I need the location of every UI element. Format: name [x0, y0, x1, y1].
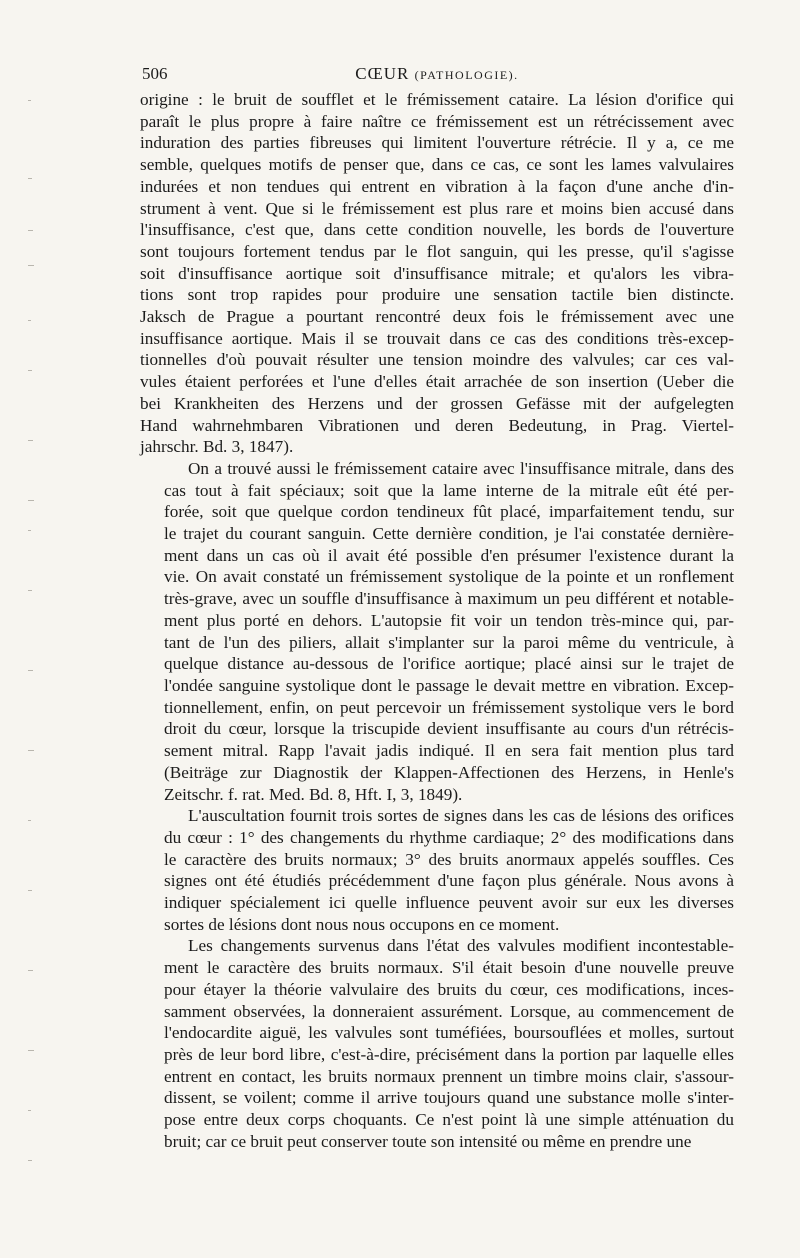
- text-line: sortes de lésions dont nous nous occupons en ce moment.: [164, 914, 560, 934]
- text-line: vules étaient perforées et l'une d'elles était arrachée de son insertion (Ueber die: [140, 372, 734, 392]
- text-line: induration des parties fibreuses qui limitent l'ouverture rétrécie. Il y a, ce me: [140, 133, 734, 153]
- paragraph: [140, 458, 734, 805]
- text-line: (Beiträge zur Diagnostik der Klappen-Affectionen des Herzens, in Henle's: [164, 762, 734, 782]
- margin-mark: [28, 230, 33, 231]
- text-line: l'endocardite aiguë, les valvules sont tuméfiées, boursouflées et molles, surtout: [164, 1023, 734, 1043]
- margin-mark: [28, 100, 31, 101]
- text-line: indiquer spécialement ici quelle influence peuvent avoir sur eux les diverses: [164, 893, 734, 913]
- text-line: Hand wahrnehmbaren Vibrationen und deren Bedeutung, in Prag. Viertel-: [140, 415, 734, 435]
- text-line: très-grave, avec un souffle d'insuffisance à maximum un peu différent et notable-: [164, 589, 734, 609]
- text-line: On a trouvé aussi le frémissement cataire avec l'insuffisance mitrale, dans des: [188, 458, 734, 478]
- text-line: strument à vent. Que si le frémissement est plus rare et moins bien accusé dans: [140, 198, 734, 218]
- page-header: [142, 64, 732, 88]
- text-line: ment plus porté en dehors. L'autopsie fit voir un tendon très-mince qui, par-: [164, 610, 734, 630]
- text-line: origine : le bruit de soufflet et le frémissement cataire. La lésion d'orifice qui: [140, 90, 734, 109]
- text-line: indurées et non tendues qui entrent en vibration à la façon d'une anche d'in-: [140, 176, 734, 196]
- text-line: paraît le plus propre à faire naître ce frémissement est un rétrécissement avec: [140, 111, 734, 131]
- text-line: Les changements survenus dans l'état des valvules modifient incontestable-: [188, 936, 734, 956]
- text-line: tionnelles d'où pouvait résulter une tension moindre des valvules; car ces val-: [140, 350, 734, 370]
- text-line: forée, soit que quelque cordon tendineux fût placé, imparfaitement tendu, sur: [164, 502, 734, 522]
- margin-mark: [28, 890, 32, 891]
- text-line: signes ont été étudiés précédemment d'une façon plus générale. Nous avons à: [164, 871, 734, 891]
- text-line: sement mitral. Rapp l'avait jadis indiqué. Il en sera fait mention plus tard: [164, 741, 734, 761]
- text-line: le trajet du courant sanguin. Cette dernière condition, je l'ai constatée dernière-: [164, 524, 734, 544]
- text-line: du cœur : 1° des changements du rhythme cardiaque; 2° des modifications dans: [164, 827, 734, 847]
- text-line: jahrschr. Bd. 3, 1847).: [140, 437, 294, 457]
- text-line: le caractère des bruits normaux; 3° des bruits anormaux appelés souffles. Ces: [164, 849, 734, 869]
- text-line: sont toujours fortement tendus par le flot sanguin, qui les presse, qu'il s'agisse: [140, 241, 734, 261]
- text-line: tions sont trop rapides pour produire une sensation tactile bien distincte.: [140, 285, 734, 305]
- margin-mark: [28, 320, 31, 321]
- text-line: l'ondée sanguine systolique dont le passage le devait mettre en vibration. Excep-: [164, 675, 734, 695]
- paragraph: [140, 935, 734, 1152]
- body-text: [140, 89, 734, 1152]
- text-line: tionnellement, enfin, on peut percevoir un frémissement systolique vers le bord: [164, 697, 734, 717]
- text-line: ment dans un cas où il avait été possible d'en présumer l'existence durant la: [164, 545, 734, 565]
- text-line: L'auscultation fournit trois sortes de signes dans les cas de lésions des orifices: [188, 806, 734, 826]
- margin-mark: [28, 265, 34, 266]
- page-number: 506: [142, 64, 168, 83]
- text-line: bruit; car ce bruit peut conserver toute son intensité ou même en prendre une: [164, 1131, 692, 1151]
- text-line: semble, quelques motifs de penser que, dans ce cas, ce sont les lames valvulaires: [140, 155, 734, 175]
- margin-mark: [28, 1160, 32, 1161]
- margin-mark: [28, 590, 32, 591]
- text-line: l'insuffisance, c'est que, dans cette condition nouvelle, les bords de l'ouverture: [140, 220, 734, 240]
- text-line: insuffisance aortique. Mais il se trouvait dans ce cas des conditions très-excep-: [140, 328, 734, 348]
- margin-mark: [28, 970, 33, 971]
- text-line: vie. On avait constaté un frémissement systolique de la pointe et un ronflement: [164, 567, 734, 587]
- text-line: Jaksch de Prague a pourtant rencontré deux fois le frémissement avec une: [140, 307, 734, 327]
- text-line: dissent, se voilent; comme il arrive toujours quand une substance molle s'inter-: [164, 1088, 734, 1108]
- text-line: ment le caractère des bruits normaux. S'il était besoin d'une nouvelle preuve: [164, 958, 734, 978]
- margin-mark: [28, 1050, 34, 1051]
- margin-artifacts: [28, 60, 38, 1210]
- text-line: bei Krankheiten des Herzens und der grossen Gefässe mit der aufgelegten: [140, 393, 734, 413]
- margin-mark: [28, 370, 32, 371]
- running-head: [142, 64, 732, 84]
- text-line: pose entre deux corps choquants. Ce n'est point là une simple atténuation du: [164, 1110, 734, 1130]
- text-line: cas tout à fait spéciaux; soit que la lame interne de la mitrale eût été per-: [164, 480, 734, 500]
- text-line: droit du cœur, lorsque la triscupide devient insuffisante au cours d'un rétrécis-: [164, 719, 734, 739]
- running-head-subtitle: (PATHOLOGIE).: [414, 68, 519, 82]
- margin-mark: [28, 530, 31, 531]
- paragraph: [140, 89, 734, 458]
- running-head-title: CŒUR: [355, 64, 410, 83]
- margin-mark: [28, 440, 33, 441]
- text-line: entrent en contact, les bruits normaux prennent un timbre moins clair, s'assour-: [164, 1066, 734, 1086]
- text-line: près de leur bord libre, c'est-à-dire, précisément dans la portion par laquelle elles: [164, 1044, 734, 1064]
- text-line: quelque distance au-dessous de l'orifice aortique; placé ainsi sur le trajet de: [164, 654, 734, 674]
- margin-mark: [28, 500, 34, 501]
- margin-mark: [28, 178, 32, 179]
- text-line: tant de l'un des piliers, allait s'implanter sur la paroi même du ventricule, à: [164, 632, 734, 652]
- text-line: soit d'insuffisance aortique soit d'insuffisance mitrale; et qu'alors les vibra-: [140, 263, 734, 283]
- text-line: Zeitschr. f. rat. Med. Bd. 8, Hft. I, 3, 1849).: [164, 784, 463, 804]
- text-line: pour étayer la théorie valvulaire des bruits du cœur, ces modifications, inces-: [164, 979, 734, 999]
- paragraph: [140, 805, 734, 935]
- margin-mark: [28, 750, 34, 751]
- margin-mark: [28, 820, 31, 821]
- margin-mark: [28, 670, 33, 671]
- margin-mark: [28, 1110, 31, 1111]
- text-line: samment observées, la donneraient assurément. Lorsque, au commencement de: [164, 1001, 734, 1021]
